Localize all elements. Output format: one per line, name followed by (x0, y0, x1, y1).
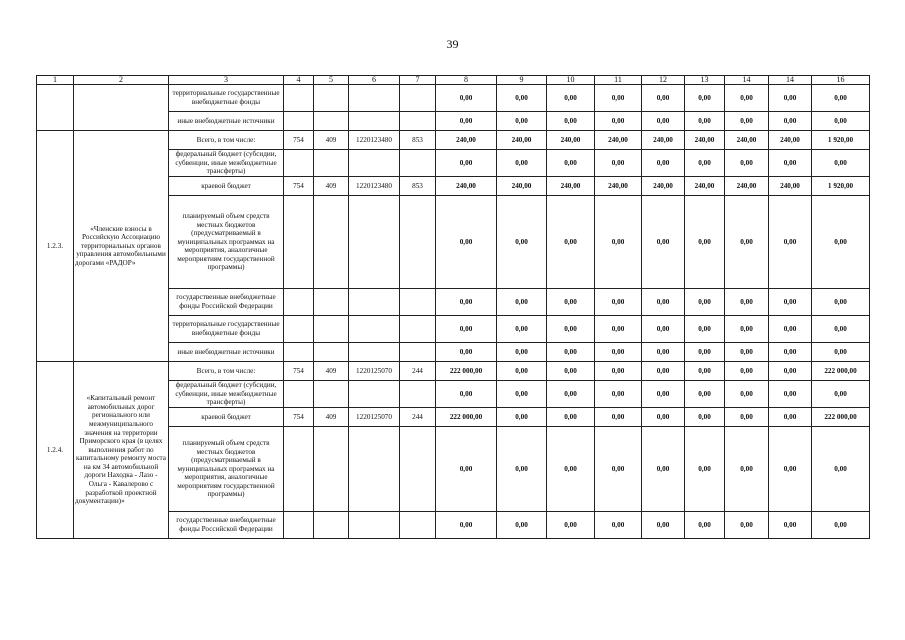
amount-cell: 0,00 (812, 289, 870, 316)
amount-cell: 240,00 (595, 131, 642, 150)
ministry-code-cell: 754 (284, 131, 314, 150)
amount-cell: 222 000,00 (436, 408, 497, 427)
event-name-cell (74, 85, 169, 131)
target-code-cell (349, 196, 400, 289)
amount-cell: 0,00 (725, 289, 769, 316)
ministry-code-cell (284, 196, 314, 289)
row-id-cell: 1.2.4. (37, 362, 74, 539)
event-name-cell: «Капитальный ремонт автомобильных дорог регионального или межмуниципального значения на территории Приморского края (в целях выполнения работ по капитальному ремонту моста на км 34 автомобильной дороги Находка - Лазо - Ольга - Кавалерово с разработкой проектной документации)» (74, 362, 169, 539)
target-code-cell (349, 289, 400, 316)
amount-cell: 0,00 (812, 427, 870, 512)
expense-type-cell (400, 512, 436, 539)
section-code-cell: 409 (314, 177, 349, 196)
amount-cell: 0,00 (685, 408, 725, 427)
column-header: 14 (769, 76, 812, 85)
amount-cell: 0,00 (436, 112, 497, 131)
section-code-cell (314, 316, 349, 343)
amount-cell: 0,00 (497, 512, 547, 539)
amount-cell: 0,00 (547, 362, 595, 381)
target-code-cell (349, 381, 400, 408)
expense-type-cell (400, 150, 436, 177)
column-header: 13 (685, 76, 725, 85)
amount-cell: 0,00 (547, 512, 595, 539)
amount-cell: 0,00 (725, 316, 769, 343)
amount-cell: 0,00 (642, 85, 685, 112)
amount-cell: 0,00 (642, 196, 685, 289)
section-code-cell (314, 196, 349, 289)
amount-cell: 240,00 (769, 177, 812, 196)
column-header: 5 (314, 76, 349, 85)
section-code-cell: 409 (314, 362, 349, 381)
amount-cell: 0,00 (812, 343, 870, 362)
amount-cell: 0,00 (725, 196, 769, 289)
amount-cell: 0,00 (547, 427, 595, 512)
amount-cell: 0,00 (436, 150, 497, 177)
amount-cell: 0,00 (685, 196, 725, 289)
funding-source-cell: территориальные государственные внебюджетные фонды (169, 85, 284, 112)
funding-source-cell: Всего, в том числе: (169, 131, 284, 150)
target-code-cell (349, 150, 400, 177)
amount-cell: 1 920,00 (812, 177, 870, 196)
amount-cell: 0,00 (642, 289, 685, 316)
amount-cell: 0,00 (547, 289, 595, 316)
amount-cell: 240,00 (685, 177, 725, 196)
ministry-code-cell (284, 427, 314, 512)
target-code-cell (349, 316, 400, 343)
amount-cell: 0,00 (725, 408, 769, 427)
table-row (37, 131, 870, 150)
amount-cell: 0,00 (642, 343, 685, 362)
funding-source-cell: краевой бюджет (169, 177, 284, 196)
target-code-cell: 1220123480 (349, 131, 400, 150)
ministry-code-cell (284, 112, 314, 131)
amount-cell: 0,00 (685, 289, 725, 316)
amount-cell: 0,00 (812, 381, 870, 408)
amount-cell: 0,00 (685, 112, 725, 131)
amount-cell: 0,00 (547, 316, 595, 343)
expense-type-cell (400, 381, 436, 408)
expense-type-cell (400, 343, 436, 362)
amount-cell: 0,00 (769, 112, 812, 131)
row-id-cell: 1.2.3. (37, 131, 74, 362)
amount-cell: 0,00 (685, 512, 725, 539)
amount-cell: 0,00 (725, 381, 769, 408)
amount-cell: 0,00 (642, 427, 685, 512)
amount-cell: 0,00 (642, 112, 685, 131)
amount-cell: 0,00 (547, 408, 595, 427)
expense-type-cell (400, 196, 436, 289)
ministry-code-cell: 754 (284, 177, 314, 196)
column-header: 1 (37, 76, 74, 85)
amount-cell: 0,00 (725, 427, 769, 512)
amount-cell: 0,00 (769, 408, 812, 427)
ministry-code-cell (284, 512, 314, 539)
funding-source-cell: планируемый объем средств местных бюджетов (предусматриваемый в муниципальных программах на мероприятия, аналогичные мероприятиям государственной программы) (169, 196, 284, 289)
amount-cell: 0,00 (436, 427, 497, 512)
amount-cell: 0,00 (595, 408, 642, 427)
funding-source-cell: федеральный бюджет (субсидии, субвенции, иные межбюджетные трансферты) (169, 381, 284, 408)
amount-cell: 0,00 (595, 427, 642, 512)
ministry-code-cell (284, 381, 314, 408)
funding-source-cell: территориальные государственные внебюджетные фонды (169, 316, 284, 343)
amount-cell: 0,00 (812, 112, 870, 131)
column-header: 7 (400, 76, 436, 85)
page-number: 39 (446, 37, 459, 51)
funding-source-cell: государственные внебюджетные фонды Российской Федерации (169, 512, 284, 539)
amount-cell: 0,00 (725, 112, 769, 131)
amount-cell: 0,00 (547, 196, 595, 289)
amount-cell: 0,00 (685, 343, 725, 362)
amount-cell: 0,00 (547, 381, 595, 408)
amount-cell: 0,00 (812, 196, 870, 289)
ministry-code-cell (284, 316, 314, 343)
table-row (37, 362, 870, 381)
amount-cell: 0,00 (769, 289, 812, 316)
amount-cell: 0,00 (436, 196, 497, 289)
amount-cell: 0,00 (812, 316, 870, 343)
section-code-cell (314, 512, 349, 539)
target-code-cell: 1220123480 (349, 177, 400, 196)
amount-cell: 0,00 (685, 150, 725, 177)
table-row (37, 85, 870, 112)
amount-cell: 0,00 (685, 427, 725, 512)
amount-cell: 222 000,00 (812, 362, 870, 381)
amount-cell: 240,00 (497, 131, 547, 150)
amount-cell: 0,00 (769, 316, 812, 343)
amount-cell: 240,00 (547, 177, 595, 196)
amount-cell: 0,00 (595, 381, 642, 408)
amount-cell: 222 000,00 (812, 408, 870, 427)
amount-cell: 240,00 (725, 131, 769, 150)
ministry-code-cell (284, 343, 314, 362)
column-header: 3 (169, 76, 284, 85)
target-code-cell (349, 85, 400, 112)
amount-cell: 0,00 (436, 381, 497, 408)
funding-source-cell: планируемый объем средств местных бюджетов (предусматриваемый в муниципальных программах на мероприятия, аналогичные мероприятиям государственной программы) (169, 427, 284, 512)
funding-source-cell: федеральный бюджет (субсидии, субвенции, иные межбюджетные трансферты) (169, 150, 284, 177)
column-header: 16 (812, 76, 870, 85)
amount-cell: 240,00 (769, 131, 812, 150)
column-header: 11 (595, 76, 642, 85)
amount-cell: 0,00 (436, 289, 497, 316)
amount-cell: 0,00 (595, 112, 642, 131)
amount-cell: 0,00 (595, 316, 642, 343)
amount-cell: 0,00 (769, 85, 812, 112)
amount-cell: 240,00 (642, 177, 685, 196)
column-header: 6 (349, 76, 400, 85)
amount-cell: 0,00 (769, 362, 812, 381)
amount-cell: 0,00 (595, 512, 642, 539)
ministry-code-cell: 754 (284, 362, 314, 381)
section-code-cell (314, 343, 349, 362)
header-row (37, 76, 870, 85)
amount-cell: 0,00 (436, 85, 497, 112)
row-id-cell (37, 85, 74, 131)
expense-type-cell: 244 (400, 362, 436, 381)
amount-cell: 0,00 (497, 196, 547, 289)
target-code-cell (349, 343, 400, 362)
ministry-code-cell (284, 85, 314, 112)
expense-type-cell (400, 316, 436, 343)
amount-cell: 0,00 (642, 408, 685, 427)
amount-cell: 0,00 (436, 343, 497, 362)
funding-source-cell: Всего, в том числе: (169, 362, 284, 381)
amount-cell: 0,00 (595, 85, 642, 112)
amount-cell: 0,00 (769, 381, 812, 408)
amount-cell: 0,00 (497, 381, 547, 408)
amount-cell: 0,00 (497, 408, 547, 427)
amount-cell: 240,00 (436, 177, 497, 196)
amount-cell: 0,00 (769, 150, 812, 177)
column-header: 8 (436, 76, 497, 85)
event-name-cell: «Членские взносы в Российскую Ассоциацию территориальных органов управления автомобильными дорогами «РАДОР» (74, 131, 169, 362)
amount-cell: 0,00 (685, 316, 725, 343)
amount-cell: 240,00 (685, 131, 725, 150)
amount-cell: 0,00 (812, 85, 870, 112)
target-code-cell (349, 112, 400, 131)
expense-type-cell: 853 (400, 131, 436, 150)
ministry-code-cell: 754 (284, 408, 314, 427)
amount-cell: 240,00 (595, 177, 642, 196)
amount-cell: 0,00 (436, 316, 497, 343)
amount-cell: 0,00 (642, 150, 685, 177)
amount-cell: 240,00 (436, 131, 497, 150)
section-code-cell: 409 (314, 131, 349, 150)
section-code-cell (314, 150, 349, 177)
amount-cell: 0,00 (685, 85, 725, 112)
amount-cell: 240,00 (547, 131, 595, 150)
amount-cell: 222 000,00 (436, 362, 497, 381)
amount-cell: 0,00 (725, 343, 769, 362)
amount-cell: 0,00 (497, 316, 547, 343)
amount-cell: 0,00 (497, 427, 547, 512)
amount-cell: 0,00 (725, 512, 769, 539)
section-code-cell (314, 85, 349, 112)
amount-cell: 0,00 (769, 512, 812, 539)
amount-cell: 0,00 (769, 343, 812, 362)
expense-type-cell: 244 (400, 408, 436, 427)
amount-cell: 0,00 (595, 362, 642, 381)
expense-type-cell (400, 289, 436, 316)
funding-source-cell: государственные внебюджетные фонды Российской Федерации (169, 289, 284, 316)
column-header: 9 (497, 76, 547, 85)
amount-cell: 0,00 (685, 362, 725, 381)
amount-cell: 0,00 (497, 362, 547, 381)
amount-cell: 0,00 (812, 150, 870, 177)
target-code-cell (349, 427, 400, 512)
section-code-cell: 409 (314, 408, 349, 427)
amount-cell: 0,00 (497, 289, 547, 316)
column-header: 12 (642, 76, 685, 85)
amount-cell: 0,00 (769, 196, 812, 289)
section-code-cell (314, 112, 349, 131)
amount-cell: 0,00 (725, 362, 769, 381)
amount-cell: 0,00 (725, 150, 769, 177)
amount-cell: 0,00 (497, 343, 547, 362)
funding-source-cell: иные внебюджетные источники (169, 112, 284, 131)
amount-cell: 0,00 (595, 289, 642, 316)
section-code-cell (314, 427, 349, 512)
ministry-code-cell (284, 289, 314, 316)
amount-cell: 240,00 (497, 177, 547, 196)
amount-cell: 0,00 (595, 343, 642, 362)
amount-cell: 0,00 (436, 512, 497, 539)
funding-source-cell: иные внебюджетные источники (169, 343, 284, 362)
column-header: 14 (725, 76, 769, 85)
target-code-cell: 1220125070 (349, 408, 400, 427)
amount-cell: 0,00 (769, 427, 812, 512)
amount-cell: 0,00 (547, 150, 595, 177)
amount-cell: 0,00 (642, 316, 685, 343)
column-header: 4 (284, 76, 314, 85)
amount-cell: 0,00 (642, 381, 685, 408)
target-code-cell: 1220125070 (349, 362, 400, 381)
amount-cell: 0,00 (642, 512, 685, 539)
column-header: 2 (74, 76, 169, 85)
funding-source-cell: краевой бюджет (169, 408, 284, 427)
target-code-cell (349, 512, 400, 539)
expense-type-cell (400, 112, 436, 131)
amount-cell: 1 920,00 (812, 131, 870, 150)
amount-cell: 0,00 (547, 112, 595, 131)
expense-type-cell (400, 427, 436, 512)
amount-cell: 0,00 (497, 150, 547, 177)
section-code-cell (314, 289, 349, 316)
section-code-cell (314, 381, 349, 408)
amount-cell: 0,00 (497, 112, 547, 131)
ministry-code-cell (284, 150, 314, 177)
expense-type-cell: 853 (400, 177, 436, 196)
amount-cell: 0,00 (595, 196, 642, 289)
column-header: 10 (547, 76, 595, 85)
amount-cell: 0,00 (642, 362, 685, 381)
amount-cell: 0,00 (547, 85, 595, 112)
expense-type-cell (400, 85, 436, 112)
amount-cell: 240,00 (642, 131, 685, 150)
amount-cell: 0,00 (547, 343, 595, 362)
amount-cell: 0,00 (595, 150, 642, 177)
amount-cell: 0,00 (685, 381, 725, 408)
amount-cell: 0,00 (812, 512, 870, 539)
budget-table (36, 75, 870, 539)
amount-cell: 0,00 (725, 85, 769, 112)
amount-cell: 240,00 (725, 177, 769, 196)
amount-cell: 0,00 (497, 85, 547, 112)
